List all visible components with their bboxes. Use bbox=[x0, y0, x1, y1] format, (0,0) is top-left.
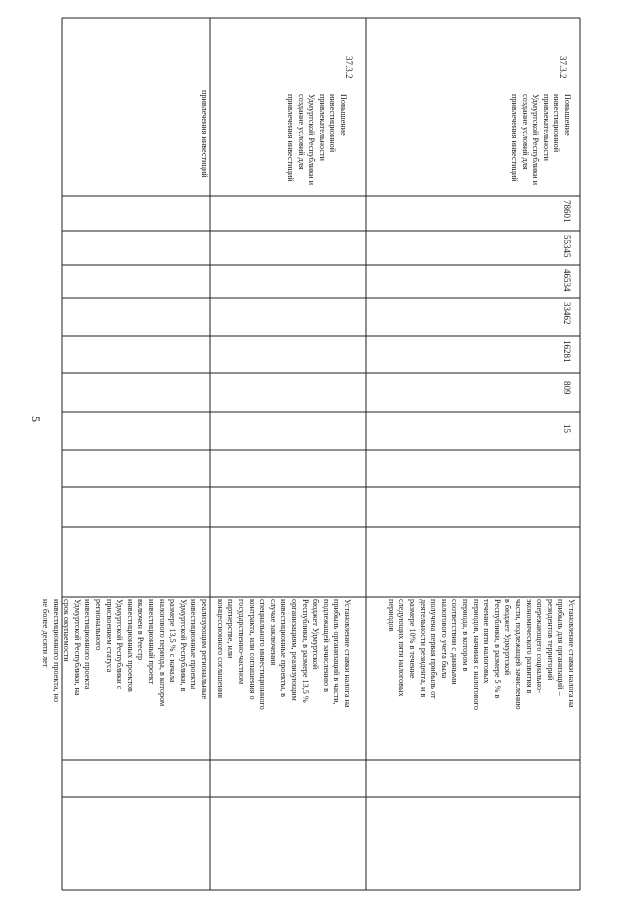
row1-value-cell bbox=[62, 336, 210, 373]
row2-name-cell bbox=[210, 760, 366, 797]
row3-goal-cell bbox=[366, 88, 580, 196]
row3-value-cell bbox=[366, 196, 580, 231]
row1-value-5 bbox=[62, 336, 210, 373]
row3-value-1 bbox=[366, 487, 580, 527]
row3-name-cell bbox=[366, 760, 580, 797]
row2-goal: Повышение инвестиционной привлекательности Удмуртской Республики и создание условий для привлечения инвестиций bbox=[286, 94, 348, 185]
row3-value-cell bbox=[366, 265, 580, 298]
row3-value-cell bbox=[366, 412, 580, 450]
row2-value-cell bbox=[210, 196, 366, 231]
page-number: 5 bbox=[29, 416, 43, 422]
row3-value-9: 78601 bbox=[562, 200, 572, 223]
row3-value-7: 46534 bbox=[562, 269, 572, 292]
row2-value-cell bbox=[210, 231, 366, 265]
row1-value-2 bbox=[62, 231, 210, 265]
row2-value-4 bbox=[210, 298, 366, 336]
row3-measure-cell bbox=[366, 597, 580, 760]
row1-value-1 bbox=[62, 196, 210, 231]
row1-value-cell bbox=[62, 265, 210, 298]
row2-name bbox=[210, 760, 366, 797]
row1-value-6 bbox=[62, 373, 210, 412]
row1-value-cell bbox=[62, 373, 210, 412]
row3-value-cell bbox=[366, 487, 580, 527]
row1-name-cell bbox=[62, 760, 210, 797]
row1-value-7 bbox=[62, 412, 210, 450]
row2-value-1 bbox=[210, 196, 366, 231]
row2-goal-cell bbox=[210, 88, 366, 196]
row2-value-cell bbox=[210, 373, 366, 412]
row3-measure: Установление ставки налога на прибыль для организаций – резидентов территорий опережающего социально- экономического развития в части, подлежащей зачислению в бюджет Удмуртской Республики, в размере 5 % в течение пяти налоговых периодов, начиная с налогового периода, в котором в соответствии с данными налогового учета была получена первая прибыль от деятельности резидента, и в размере 10% в течение следующих пяти налоговых периодов bbox=[386, 599, 576, 710]
row2-value-cell bbox=[210, 336, 366, 373]
row1-code-cell bbox=[62, 18, 210, 88]
row2-value-5 bbox=[210, 336, 366, 373]
row3-value-8: 55345 bbox=[562, 235, 572, 258]
row1-code bbox=[62, 18, 210, 88]
row3-value-3: 15 bbox=[562, 424, 572, 433]
row3-value-cell bbox=[366, 298, 580, 336]
row3-code-cell bbox=[366, 18, 580, 88]
row3-value-cell bbox=[366, 336, 580, 373]
row1-value-cell bbox=[62, 412, 210, 450]
row3-value-6: 33462 bbox=[562, 302, 572, 325]
row3-goal: Повышение инвестиционной привлекательности Удмуртской Республики и создание условий для привлечения инвестиций bbox=[510, 94, 572, 185]
row2-value-6 bbox=[210, 373, 366, 412]
row2-measure: Установление ставки налога на прибыль организаций в части, подлежащей зачислению в бюджет Удмуртской Республики, в размере 13,5 % организациям, реализующим инвестиционные проекты, в случае заключения специального инвестиционного контракта, или соглашения о государственно-частном партнерстве, или концессионного соглашения bbox=[215, 599, 352, 710]
row1-goal: привлечения инвестиций bbox=[200, 90, 209, 178]
row1-value-cell bbox=[62, 231, 210, 265]
row2-value-cell bbox=[210, 412, 366, 450]
row3-value-4: 809 bbox=[562, 381, 572, 395]
row3-value-2 bbox=[366, 450, 580, 487]
row1-value-4 bbox=[62, 298, 210, 336]
row3-value-5: 16281 bbox=[562, 340, 572, 363]
row3-name bbox=[366, 760, 580, 797]
row1-measure-cell bbox=[41, 597, 210, 760]
row2-value-3 bbox=[210, 265, 366, 298]
row3-code: 37.3.2 bbox=[558, 56, 568, 79]
row3-value-cell bbox=[366, 231, 580, 265]
row2-value-cell bbox=[210, 265, 366, 298]
row1-measure: реализующим региональные инвестиционные проекты Удмуртской Республики, в размере 13,5 % с начала налогового периода, в котором инвестиционный проект включен в Реестр инвестиционных проектов Удмуртской Республики с присвоением статуса регионального инвестиционного проекта Удмуртской Республики, на срок окупаемости инвестиционного проекта, но не более десяти лет bbox=[41, 599, 209, 707]
row3-value-cell bbox=[366, 373, 580, 412]
row1-value-cell bbox=[62, 196, 210, 231]
row1-name bbox=[62, 760, 210, 797]
row1-value-3 bbox=[62, 265, 210, 298]
row2-value-7 bbox=[210, 412, 366, 450]
row1-goal-cell bbox=[62, 88, 210, 196]
row2-code: 37.3.2 bbox=[344, 56, 354, 79]
row1-value-cell bbox=[62, 298, 210, 336]
row2-measure-cell bbox=[210, 597, 366, 760]
row2-value-cell bbox=[210, 298, 366, 336]
row3-value-cell bbox=[366, 450, 580, 487]
row2-code-cell bbox=[210, 18, 366, 88]
row2-value-2 bbox=[210, 231, 366, 265]
